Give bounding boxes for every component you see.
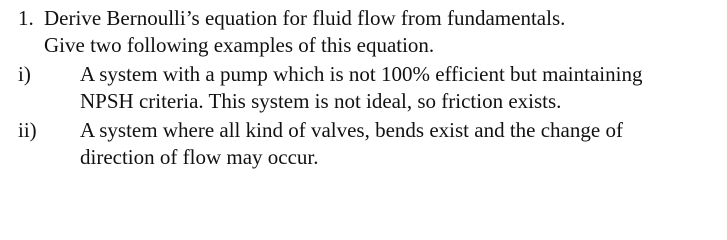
question-text-line-1: Derive Bernoulli’s equation for fluid flow from fundamentals. xyxy=(44,6,566,30)
example-ii-line-1: A system where all kind of valves, bends exist and the change of xyxy=(80,118,623,142)
question-text-line-2: Give two following examples of this equation. xyxy=(44,33,435,57)
example-i-line-1: A system with a pump which is not 100% efficient but maintaining xyxy=(80,62,643,86)
example-marker-i: i) xyxy=(18,62,31,86)
example-i-line-2: NPSH criteria. This system is not ideal, so friction exists. xyxy=(80,89,562,113)
example-marker-ii: ii) xyxy=(18,118,37,142)
example-ii-line-2: direction of flow may occur. xyxy=(80,145,319,169)
question-number: 1. xyxy=(18,6,34,30)
